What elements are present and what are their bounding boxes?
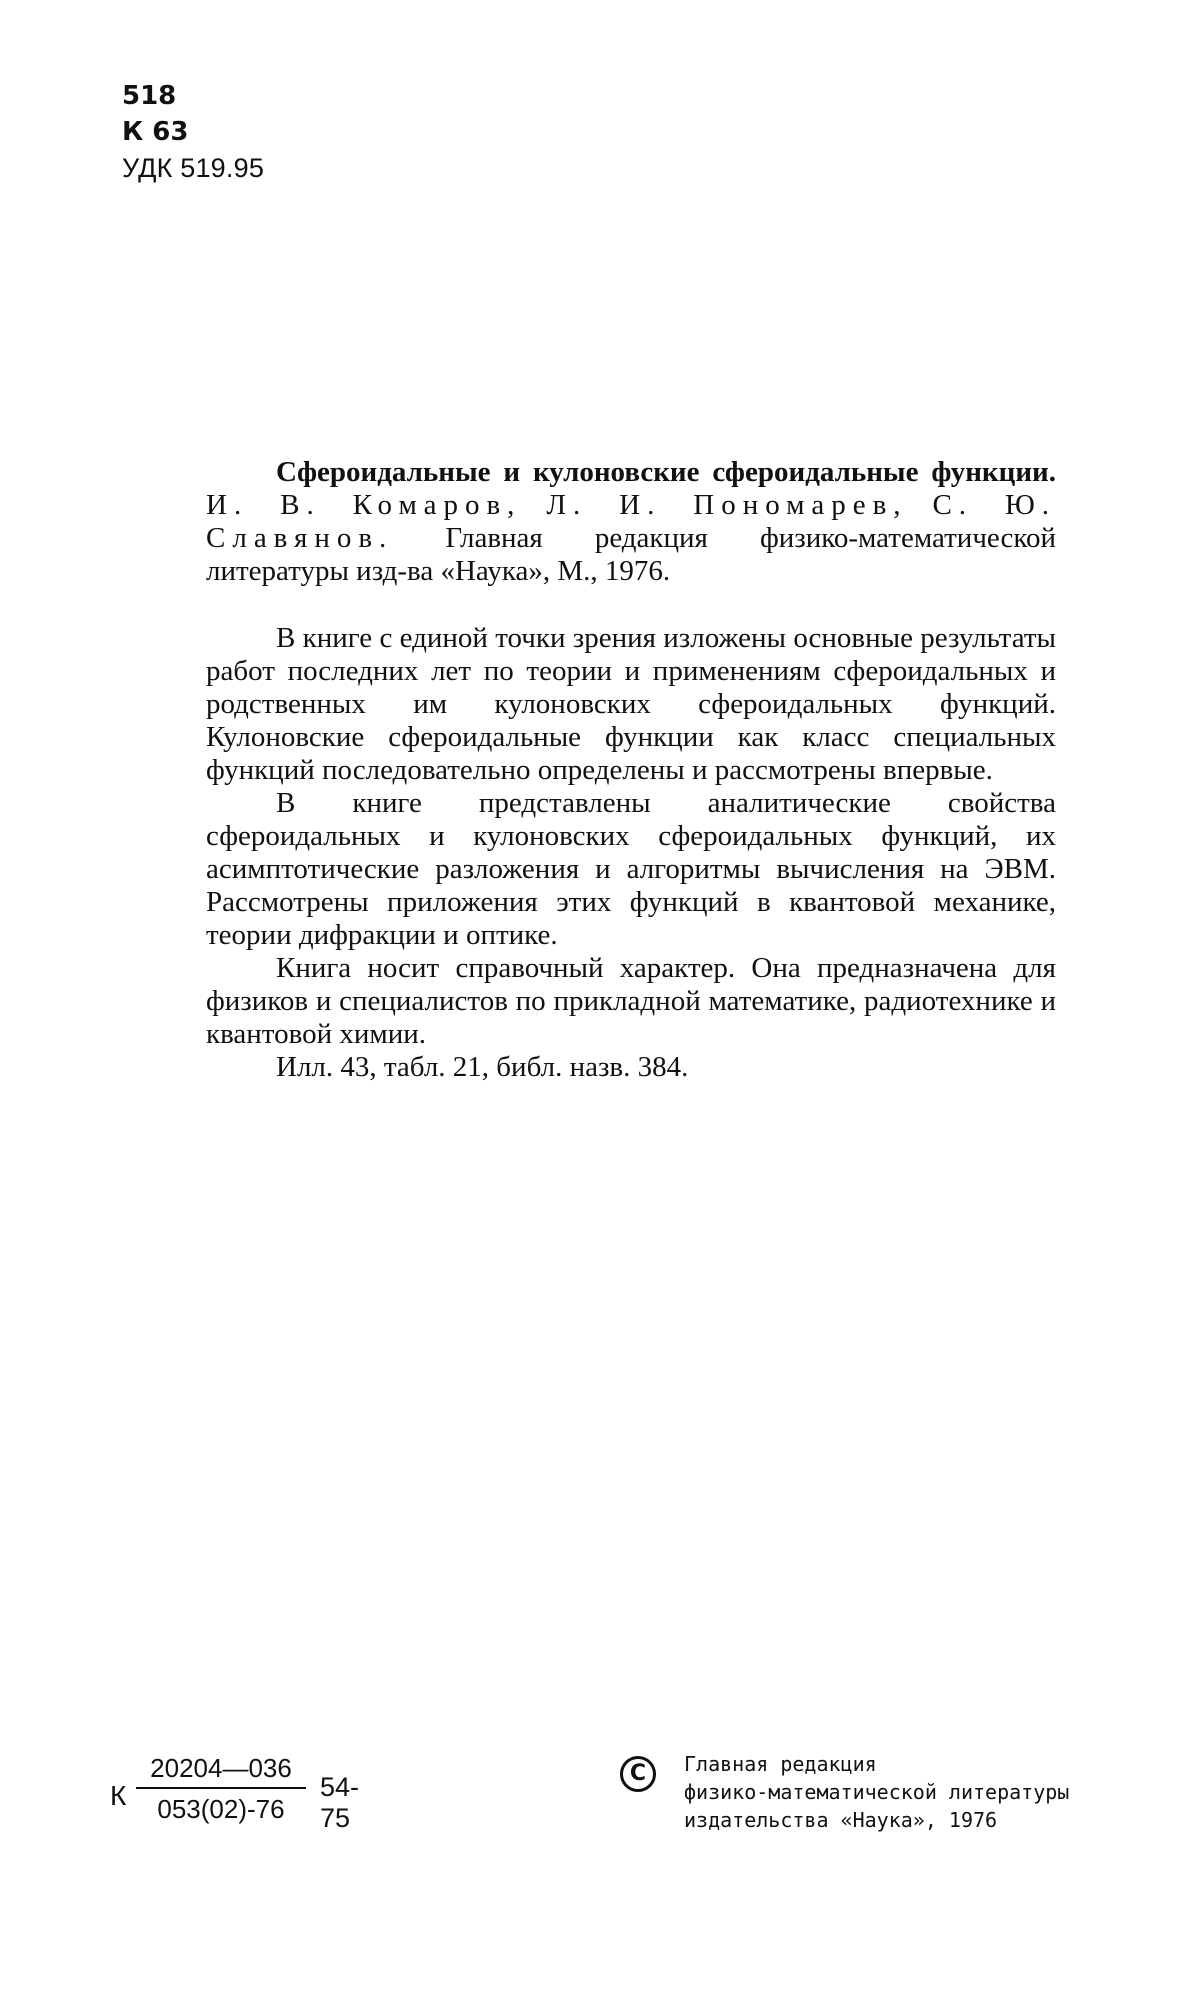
catalog-suffix: 54-75	[320, 1772, 360, 1833]
catalog-numerator: 20204—036	[150, 1753, 292, 1783]
fraction-line	[136, 1787, 306, 1789]
abstract-paragraph-3: Книга носит справочный характер. Она предназначена для физиков и специалистов по прикладной математике, радиотехнике и квантовой химии.	[206, 952, 1056, 1050]
author-ponomarev: Л. И. Пономарев,	[546, 489, 908, 521]
catalog-denominator: 053(02)-76	[157, 1794, 285, 1824]
copyright-line-3: издательства «Наука», 1976	[684, 1808, 998, 1832]
author-komarov: И. В. Комаров,	[206, 489, 522, 521]
copyright-block	[620, 1750, 1180, 1850]
catalog-prefix: К	[110, 1780, 127, 1811]
author-mark: К 63	[122, 117, 189, 147]
copyright-line-2: физико-математической литературы	[684, 1780, 1070, 1804]
bibliographic-description	[206, 456, 1056, 1084]
copyright-symbol: C	[629, 1761, 647, 1786]
abstract-paragraph-1: В книге с единой точки зрения изложены основные результаты работ последних лет по теории и применениям сфероидальных и родственных им кулоновских сфероидальных функций. Кулоновские сфероидальные функции как класс специальных функций последовательно определены и рассмотрены впервые.	[206, 622, 1056, 786]
copyright-text	[684, 1750, 1069, 1834]
copyright-line-1: Главная редакция	[684, 1752, 877, 1776]
udk-code: УДК 519.95	[122, 153, 265, 183]
author-slavyanov: С. Ю. Славянов.	[206, 489, 1057, 554]
abstract-paragraph-2: В книге представлены аналитические свойства сфероидальных и кулоновских сфероидальных функций, их асимптотические разложения и алгоритмы вычисления на ЭВМ. Рассмотрены приложения этих функций в квантовой механике, теории дифракции и оптике.	[206, 787, 1056, 951]
copyright-icon	[620, 1756, 656, 1792]
publisher-info: Главная редакция физико-математической литературы изд-ва «Наука», М., 1976.	[206, 522, 1057, 587]
illustration-stats: Илл. 43, табл. 21, библ. назв. 384.	[276, 1051, 689, 1083]
citation-paragraph	[206, 456, 1056, 588]
classification-number: 518	[122, 81, 177, 111]
catalog-fraction	[136, 1752, 306, 1825]
classification-block	[122, 78, 264, 186]
book-title: Сфероидальные и кулоновские сфероидальные функции.	[276, 456, 1056, 488]
